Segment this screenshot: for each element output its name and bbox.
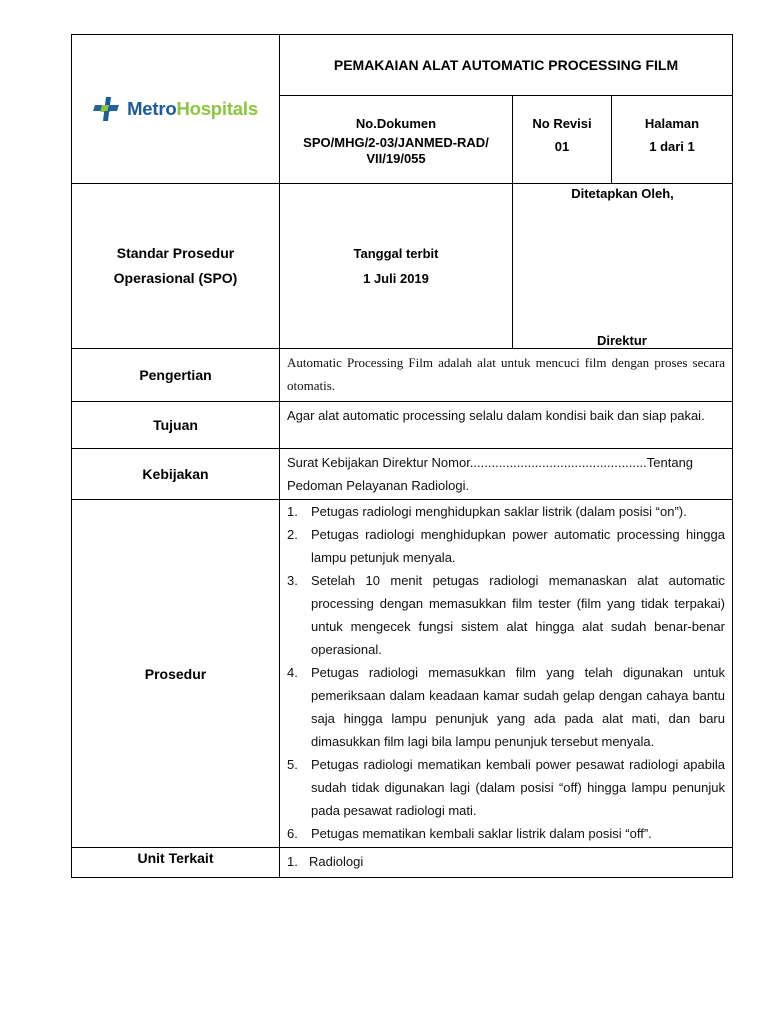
document-title: PEMAKAIAN ALAT AUTOMATIC PROCESSING FILM [280,35,733,96]
procedure-steps-cell [280,500,733,848]
issued-date: 1 Juli 2019 [363,271,429,286]
purpose-text: Agar alat automatic processing selalu dalam kondisi baik dan siap pakai. [280,402,733,449]
revision-cell [513,96,612,184]
procedure-step: 2. Petugas radiologi menghidupkan power automatic processing hingga lampu petunjuk menyala. [287,527,725,565]
procedure-label: Prosedur [72,500,280,848]
related-unit-text: Radiologi [309,854,364,869]
revision-label: No Revisi [532,116,592,131]
page-value: 1 dari 1 [649,139,695,154]
procedure-step: 4. Petugas radiologi memasukkan film yang telah digunakan untuk pemeriksaan dalam keadaan kamar sudah gelap dengan cahaya bantu saja hingga lampu penunjuk yang ada pada alat mati, dan baru dimasukkan film lagi bila lampu penunjuk tersebut menyala. [287,665,725,749]
related-unit-cell [280,848,733,878]
spo-label-cell [72,184,280,349]
approved-by-label: Ditetapkan Oleh, [571,186,674,201]
document-header-table [71,34,733,184]
document-body-table [71,183,733,878]
procedure-step: 6. Petugas mematikan kembali saklar listrik dalam posisi “off”. [287,826,652,841]
spo-label: Standar Prosedur Operasional (SPO) [113,245,238,286]
page-label: Halaman [644,116,700,131]
purpose-label: Tujuan [72,402,280,449]
policy-label: Kebijakan [72,449,280,500]
related-unit-number: 1. [287,854,298,869]
document-number-cell [280,96,513,184]
related-unit-label: Unit Terkait [72,848,280,878]
procedure-step: 3. Setelah 10 menit petugas radiologi memanaskan alat automatic processing dengan memasukkan film tester (film yang tidak terpakai) untuk mengecek fungsi sistem alat hingga alat sudah benar-benar operasional. [287,573,725,657]
definition-label: Pengertian [72,349,280,402]
approval-cell [513,184,733,349]
policy-text: Surat Kebijakan Direktur Nomor.................................................Tentang Pedoman Pelayanan Radiologi. [280,449,733,500]
logo-cell [72,35,280,184]
procedure-steps-list [287,500,725,845]
procedure-step: 1. Petugas radiologi menghidupkan saklar listrik (dalam posisi “on”). [287,504,687,519]
page-cell [612,96,733,184]
issued-label: Tanggal terbit [353,246,439,261]
logo-wordmark: MetroHospitals [127,98,258,119]
metro-hospitals-logo [72,94,279,124]
definition-text: Automatic Processing Film adalah alat untuk mencuci film dengan proses secara otomatis. [280,349,733,402]
issue-date-cell [280,184,513,349]
revision-value: 01 [554,139,570,154]
document-number-label: No.Dokumen [355,116,437,131]
document-number-value: SPO/MHG/2-03/JANMED-RAD/ VII/19/055 [303,135,489,166]
medical-cross-icon [93,94,123,124]
director-label: Direktur [597,333,647,348]
procedure-step: 5. Petugas radiologi mematikan kembali power pesawat radiologi apabila sudah tidak digunakan lagi (dalam posisi “off) hingga lampu penunjuk pada pesawat radiologi mati. [287,757,725,818]
